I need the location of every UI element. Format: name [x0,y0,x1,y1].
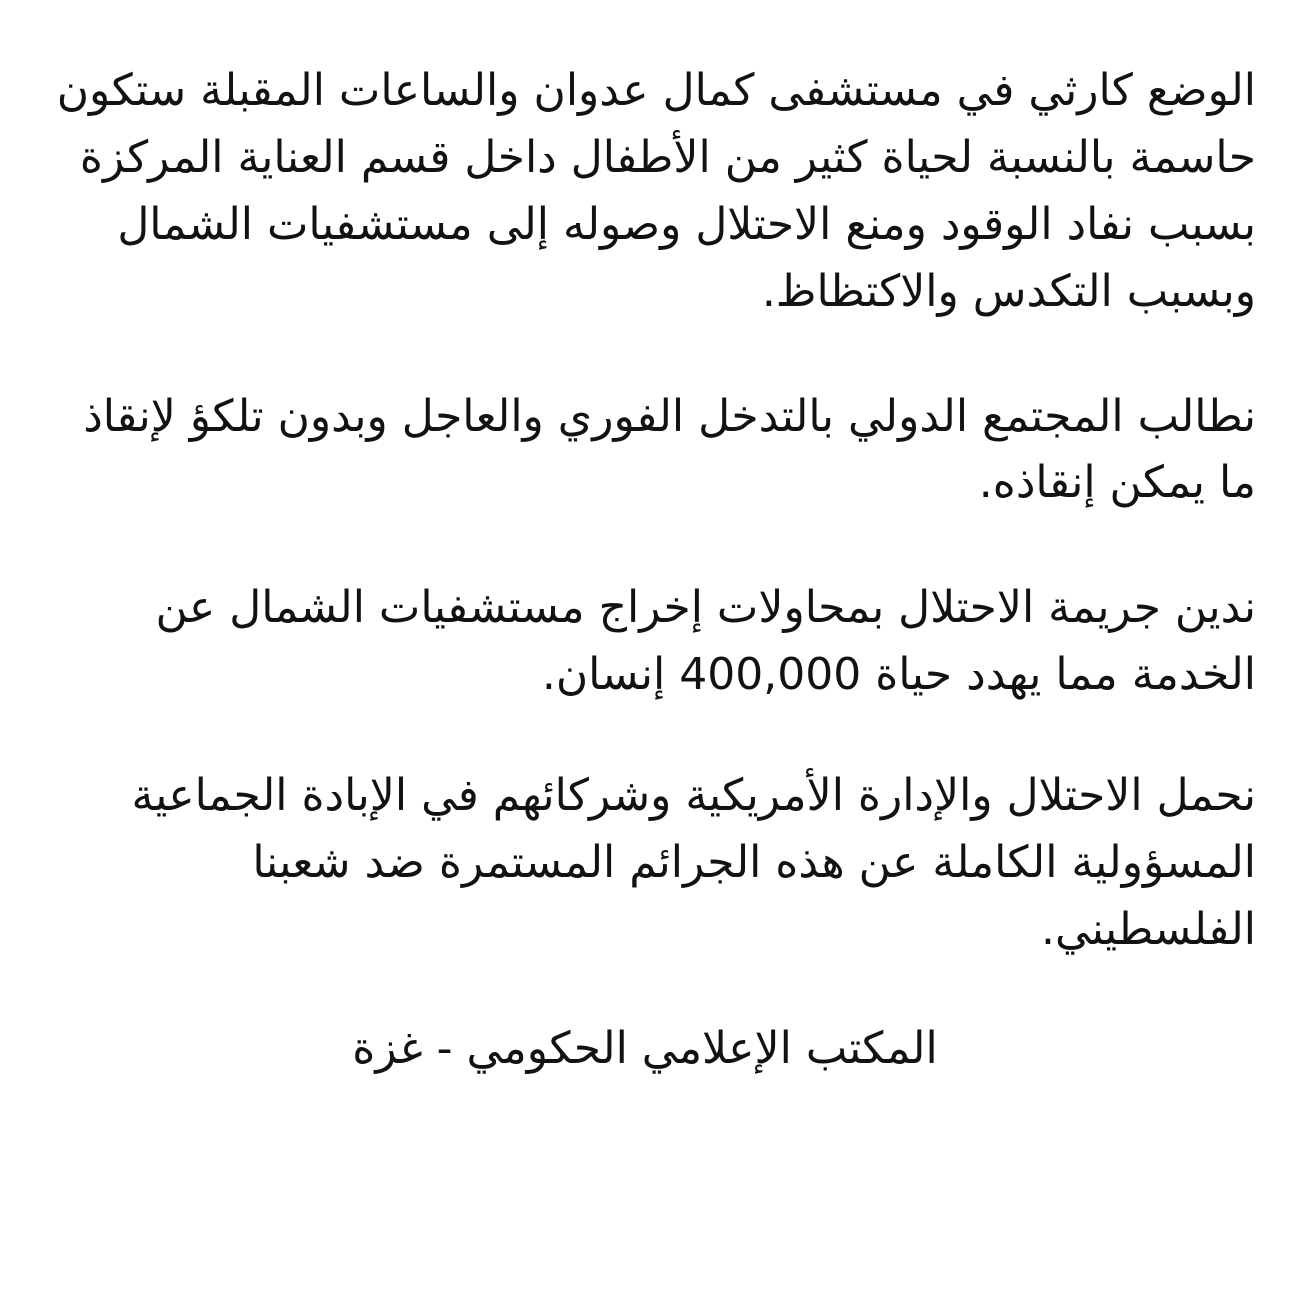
paragraph-spacer [34,709,1256,763]
paragraph-responsibility: نحمل الاحتلال والإدارة الأمريكية وشركائهم في الإبادة الجماعية المسؤولية الكاملة عن هذه الجرائم المستمرة ضد شعبنا الفلسطيني. [117,770,1256,955]
paragraph-spacer [34,517,1256,575]
paragraph-spacer [34,326,1256,384]
paragraph-situation: الوضع كارثي في مستشفى كمال عدوان والساعات المقبلة ستكون حاسمة بالنسبة لحياة كثير من الأطفال داخل قسم العناية المركزة بسبب نفاد الوقود ومنع الاحتلال وصوله إلى مستشفيات الشمال وبسبب التكدس والاكتظاظ. [42,65,1256,317]
statement-body [34,58,1256,964]
paragraph-demand: نطالب المجتمع الدولي بالتدخل الفوري والعاجل وبدون تلكؤ لإنقاذ ما يمكن إنقاذه. [69,390,1256,509]
statement-signature: المكتب الإعلامي الحكومي - غزة [352,1022,938,1074]
paragraph-condemnation: ندين جريمة الاحتلال بمحاولات إخراج مستشفيات الشمال عن الخدمة مما يهدد حياة 400,000 إنسان. [141,582,1256,701]
